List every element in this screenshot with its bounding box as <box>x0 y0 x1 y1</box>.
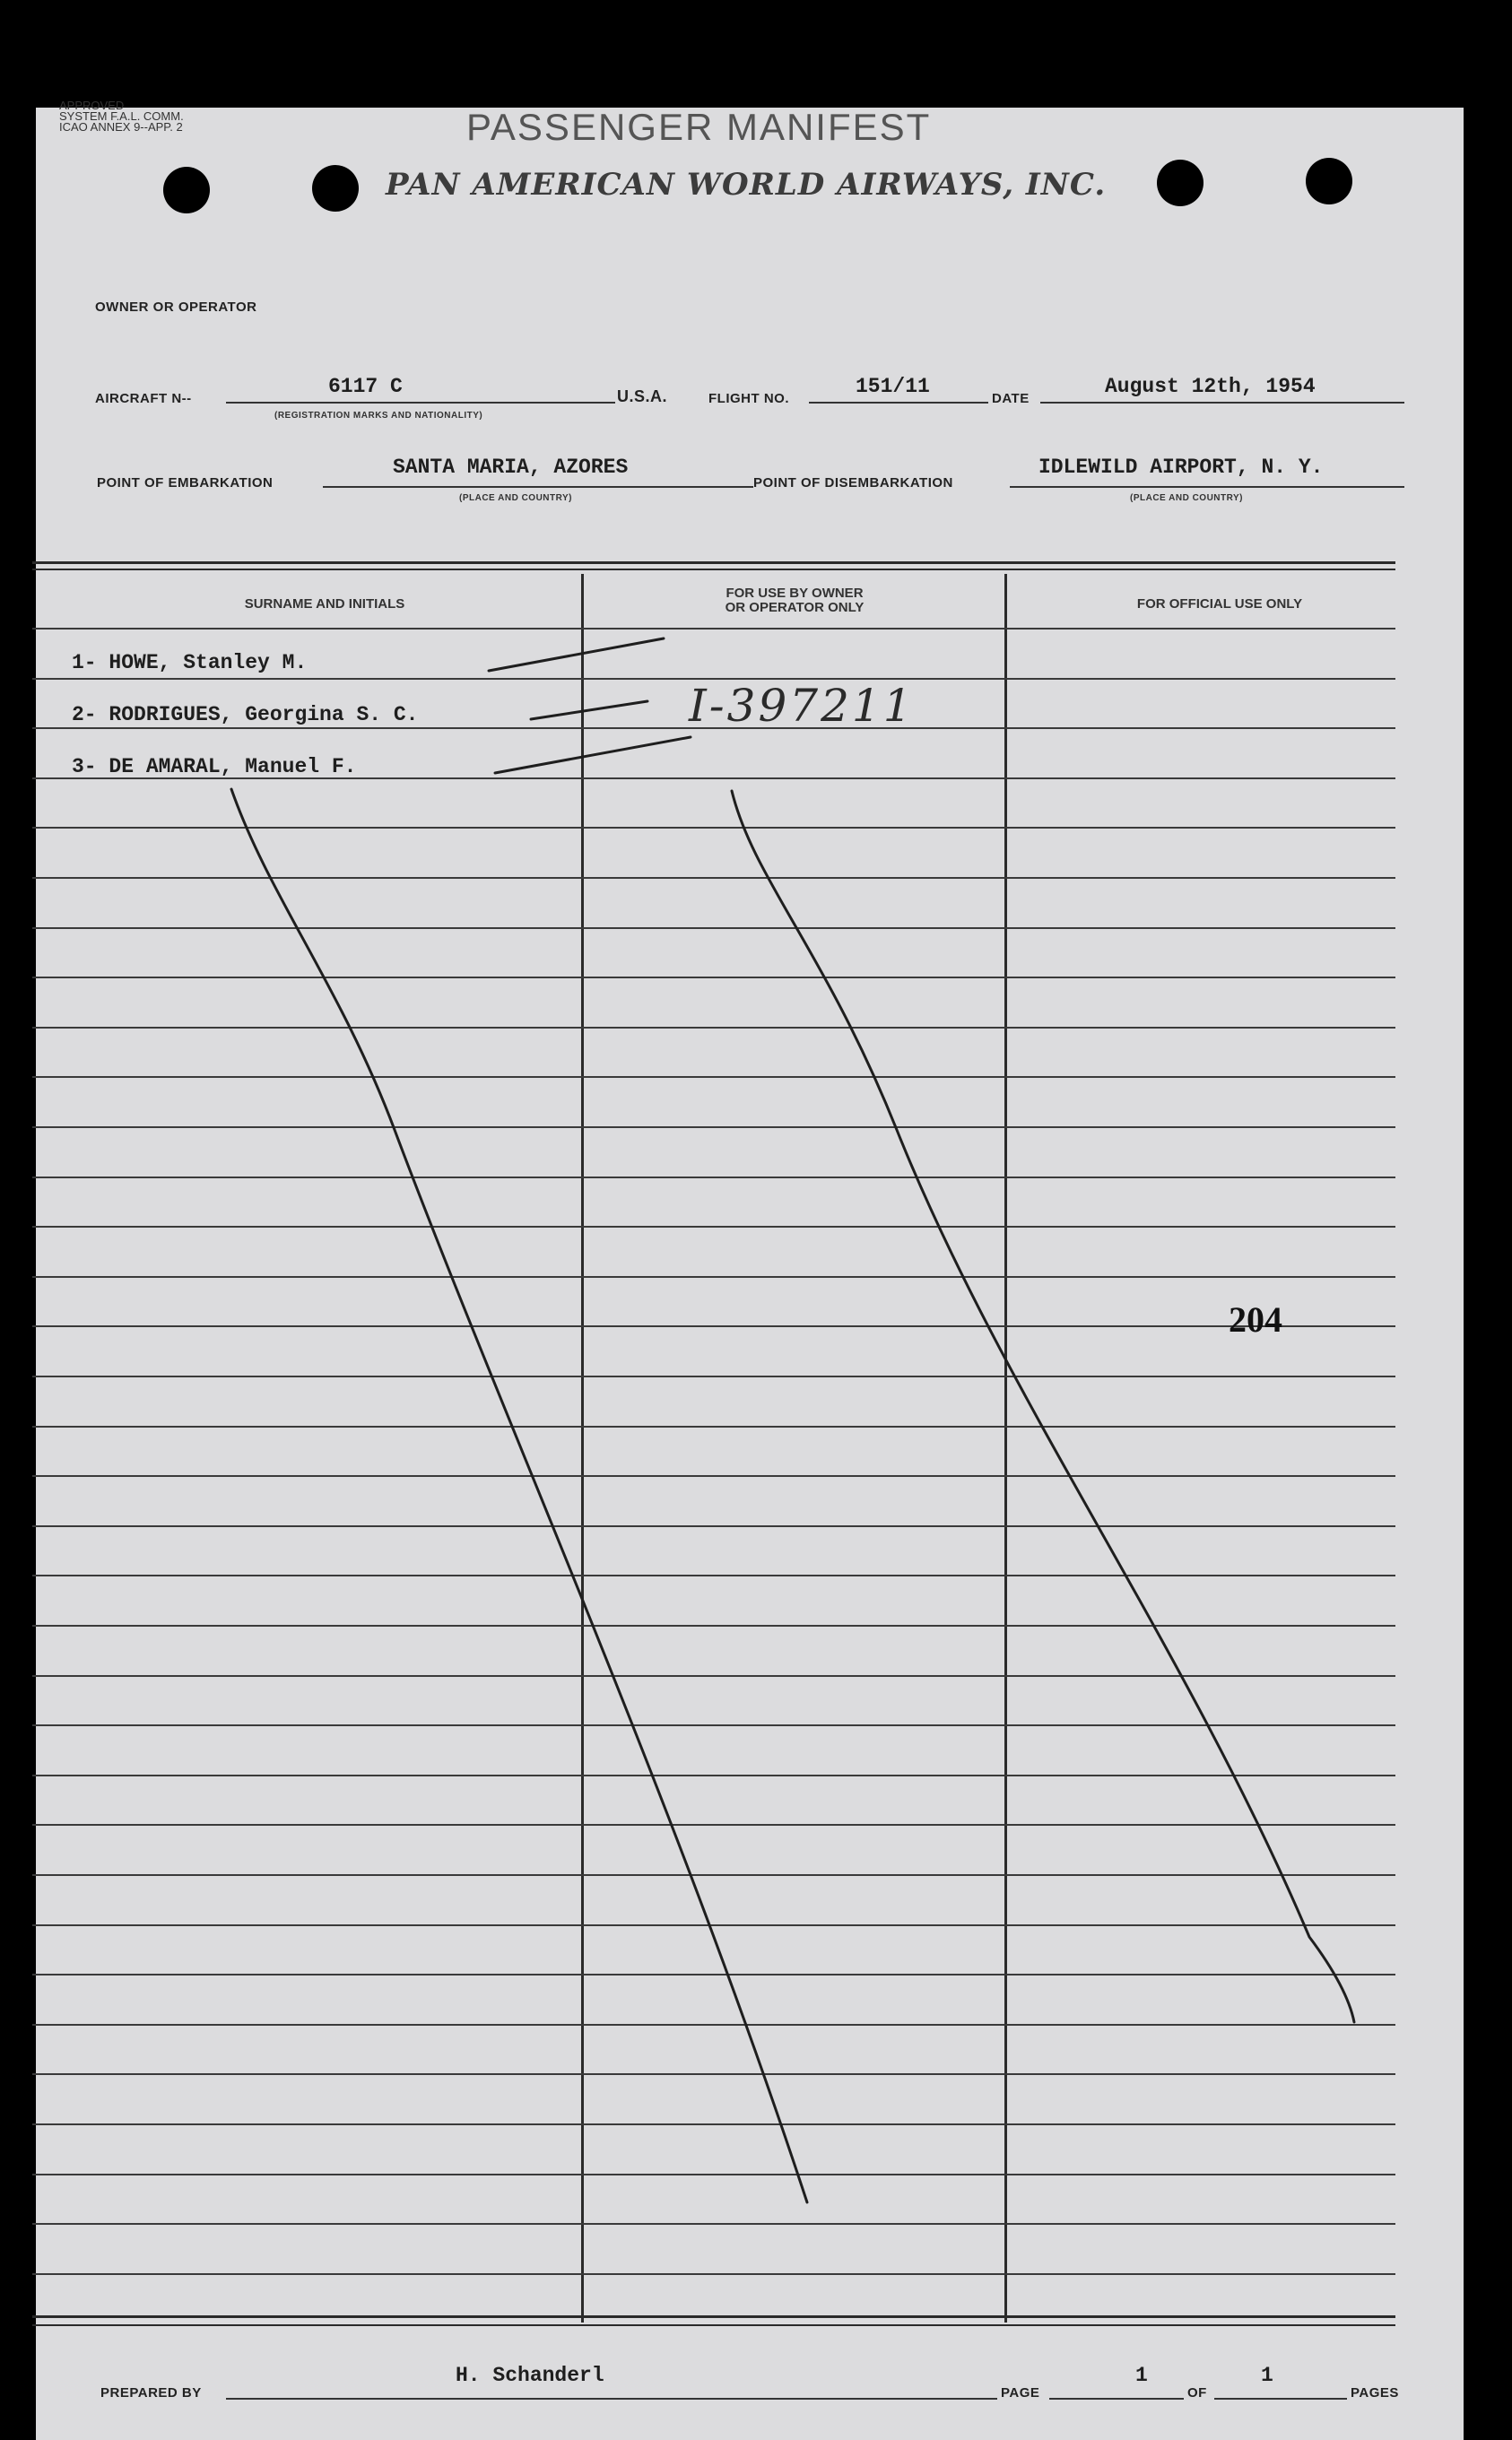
column-header-official: FOR OFFICIAL USE ONLY <box>1136 596 1303 612</box>
disembark-sublabel: (PLACE AND COUNTRY) <box>1130 493 1243 503</box>
column-header-surname: SURNAME AND INITIALS <box>244 596 405 612</box>
embark-sublabel: (PLACE AND COUNTRY) <box>459 493 572 503</box>
owner-label: OWNER OR OPERATOR <box>95 300 257 315</box>
prepared-by-underline <box>226 2398 997 2400</box>
dash-stroke <box>489 638 664 671</box>
disembark-label: POINT OF DISEMBARKATION <box>753 475 953 491</box>
passenger-row: 1- HOWE, Stanley M. <box>72 651 308 674</box>
of-underline <box>1214 2398 1347 2400</box>
column-header-owner-use: FOR USE BY OWNER OR OPERATOR ONLY <box>725 586 865 615</box>
of-value: 1 <box>1261 2364 1273 2387</box>
embark-value: SANTA MARIA, AZORES <box>393 456 629 479</box>
dash-stroke <box>495 737 691 773</box>
prepared-by-label: PREPARED BY <box>100 2385 202 2401</box>
prepared-by-value: H. Schanderl <box>456 2364 604 2387</box>
form-title: PASSENGER MANIFEST <box>466 106 932 148</box>
aircraft-sublabel: (REGISTRATION MARKS AND NATIONALITY) <box>274 411 483 421</box>
owner-value: PAN AMERICAN WORLD AIRWAYS, INC. <box>386 167 1107 203</box>
disembark-value: IDLEWILD AIRPORT, N. Y. <box>1038 456 1324 479</box>
aircraft-value: 6117 C <box>328 375 403 398</box>
date-value: August 12th, 1954 <box>1105 375 1316 398</box>
diagonal-stroke <box>732 791 1354 2022</box>
passenger-row: 2- RODRIGUES, Georgina S. C. <box>72 703 419 726</box>
approval-note: APPROVED SYSTEM F.A.L. COMM. ICAO ANNEX 9--APP. 2 <box>59 99 184 134</box>
diagonal-stroke <box>231 789 807 2202</box>
page-value: 1 <box>1135 2364 1148 2387</box>
pages-label: PAGES <box>1351 2385 1399 2401</box>
dash-stroke <box>531 701 647 719</box>
official-stamp: 204 <box>1229 1299 1282 1340</box>
usa-label: U.S.A. <box>617 387 668 405</box>
date-label: DATE <box>992 391 1030 406</box>
passenger-row: 3- DE AMARAL, Manuel F. <box>72 755 357 778</box>
page-underline <box>1049 2398 1184 2400</box>
aircraft-label: AIRCRAFT N-- <box>95 391 192 406</box>
flight-value: 151/11 <box>856 375 930 398</box>
handwritten-note: I-397211 <box>689 680 915 732</box>
flight-label: FLIGHT NO. <box>708 391 789 406</box>
page-label: PAGE <box>1001 2385 1040 2401</box>
of-label: OF <box>1187 2385 1207 2401</box>
embark-label: POINT OF EMBARKATION <box>97 475 274 491</box>
